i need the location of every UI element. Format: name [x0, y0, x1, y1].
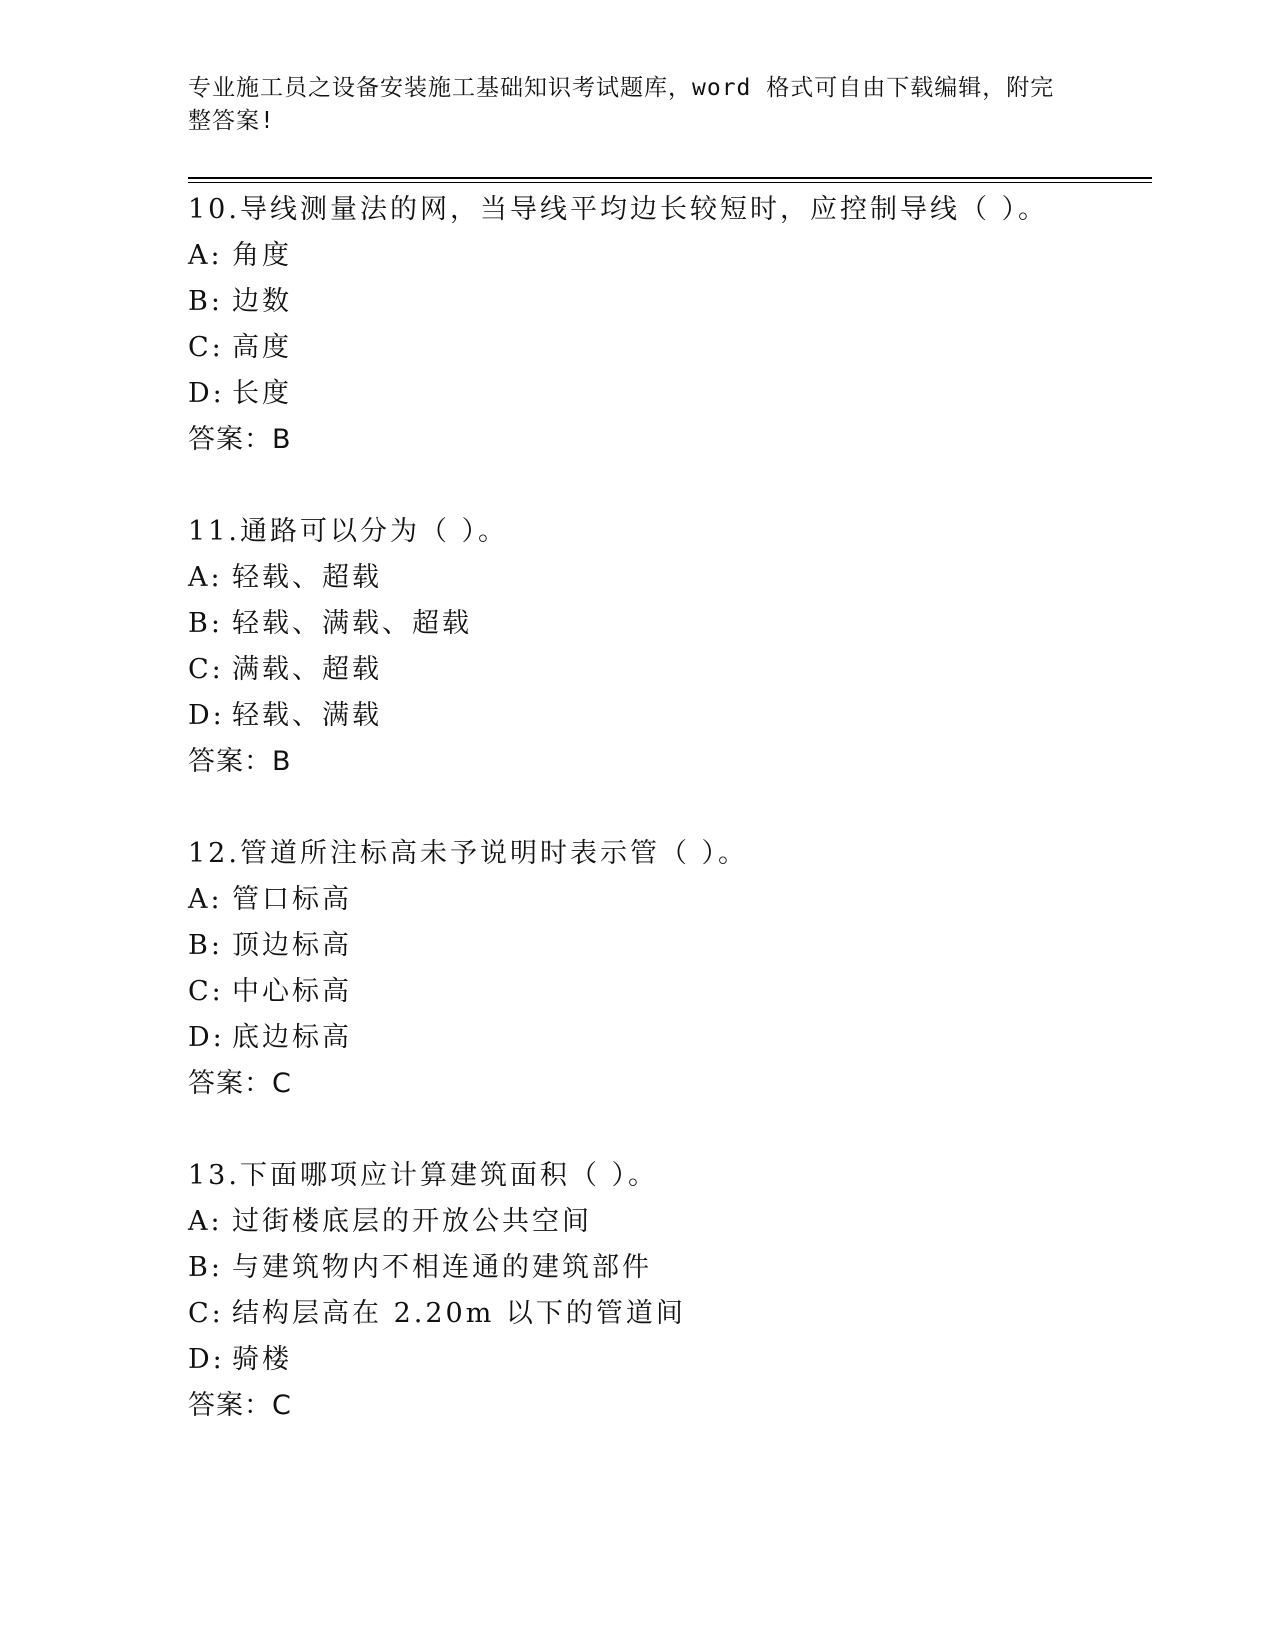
document-header	[188, 72, 1068, 138]
answer: 答案：C	[188, 1068, 292, 1099]
option-key: B:	[188, 930, 223, 961]
option-d	[188, 371, 1168, 417]
option-key: C:	[188, 654, 224, 685]
option-key: C:	[188, 976, 224, 1007]
header-divider-thin	[188, 182, 1152, 183]
question-stem: 10.导线测量法的网，当导线平均边长较短时，应控制导线（ ）。	[188, 194, 1049, 225]
option-key: D:	[188, 378, 225, 409]
question-11	[188, 509, 1168, 785]
header-divider-thick	[188, 177, 1152, 179]
question-stem: 12.管道所注标高未予说明时表示管（ ）。	[188, 838, 749, 869]
option-a	[188, 877, 1168, 923]
option-text: 中心标高	[232, 976, 352, 1007]
option-key: A:	[188, 240, 223, 271]
option-key: B:	[188, 1252, 223, 1283]
option-key: A:	[188, 1206, 223, 1237]
option-key: A:	[188, 562, 223, 593]
option-d	[188, 1015, 1168, 1061]
option-key: D:	[188, 1344, 225, 1375]
option-c	[188, 969, 1168, 1015]
option-text: 满载、超载	[232, 654, 382, 685]
option-b	[188, 1245, 1168, 1291]
option-text: 过街楼底层的开放公共空间	[232, 1206, 592, 1237]
option-text: 高度	[232, 332, 292, 363]
option-text: 轻载、满载、超载	[232, 608, 472, 639]
option-text: 顶边标高	[232, 930, 352, 961]
option-key: D:	[188, 1022, 225, 1053]
option-text: 结构层高在 2.20m 以下的管道间	[232, 1298, 686, 1329]
option-text: 管口标高	[232, 884, 352, 915]
option-c	[188, 325, 1168, 371]
question-stem: 11.通路可以分为（ ）。	[188, 516, 509, 547]
option-a	[188, 1199, 1168, 1245]
answer: 答案：B	[188, 746, 292, 777]
option-a	[188, 555, 1168, 601]
option-b	[188, 601, 1168, 647]
answer: 答案：B	[188, 424, 292, 455]
question-10	[188, 187, 1168, 463]
option-text: 轻载、超载	[232, 562, 382, 593]
option-b	[188, 923, 1168, 969]
option-c	[188, 1291, 1168, 1337]
option-text: 长度	[232, 378, 292, 409]
option-key: D:	[188, 700, 225, 731]
question-13	[188, 1153, 1168, 1429]
option-text: 与建筑物内不相连通的建筑部件	[232, 1252, 652, 1283]
option-key: B:	[188, 608, 223, 639]
option-text: 边数	[232, 286, 292, 317]
question-stem: 13.下面哪项应计算建筑面积（ ）。	[188, 1160, 659, 1191]
option-text: 轻载、满载	[232, 700, 382, 731]
question-12	[188, 831, 1168, 1107]
option-b	[188, 279, 1168, 325]
option-text: 底边标高	[232, 1022, 352, 1053]
answer: 答案：C	[188, 1390, 292, 1421]
header-text: 专业施工员之设备安装施工基础知识考试题库，word 格式可自由下载编辑，附完整答案!	[188, 75, 1055, 134]
option-a	[188, 233, 1168, 279]
option-d	[188, 1337, 1168, 1383]
option-key: A:	[188, 884, 223, 915]
option-d	[188, 693, 1168, 739]
option-text: 骑楼	[232, 1344, 292, 1375]
option-text: 角度	[232, 240, 292, 271]
option-key: B:	[188, 286, 223, 317]
option-c	[188, 647, 1168, 693]
option-key: C:	[188, 1298, 224, 1329]
option-key: C:	[188, 332, 224, 363]
